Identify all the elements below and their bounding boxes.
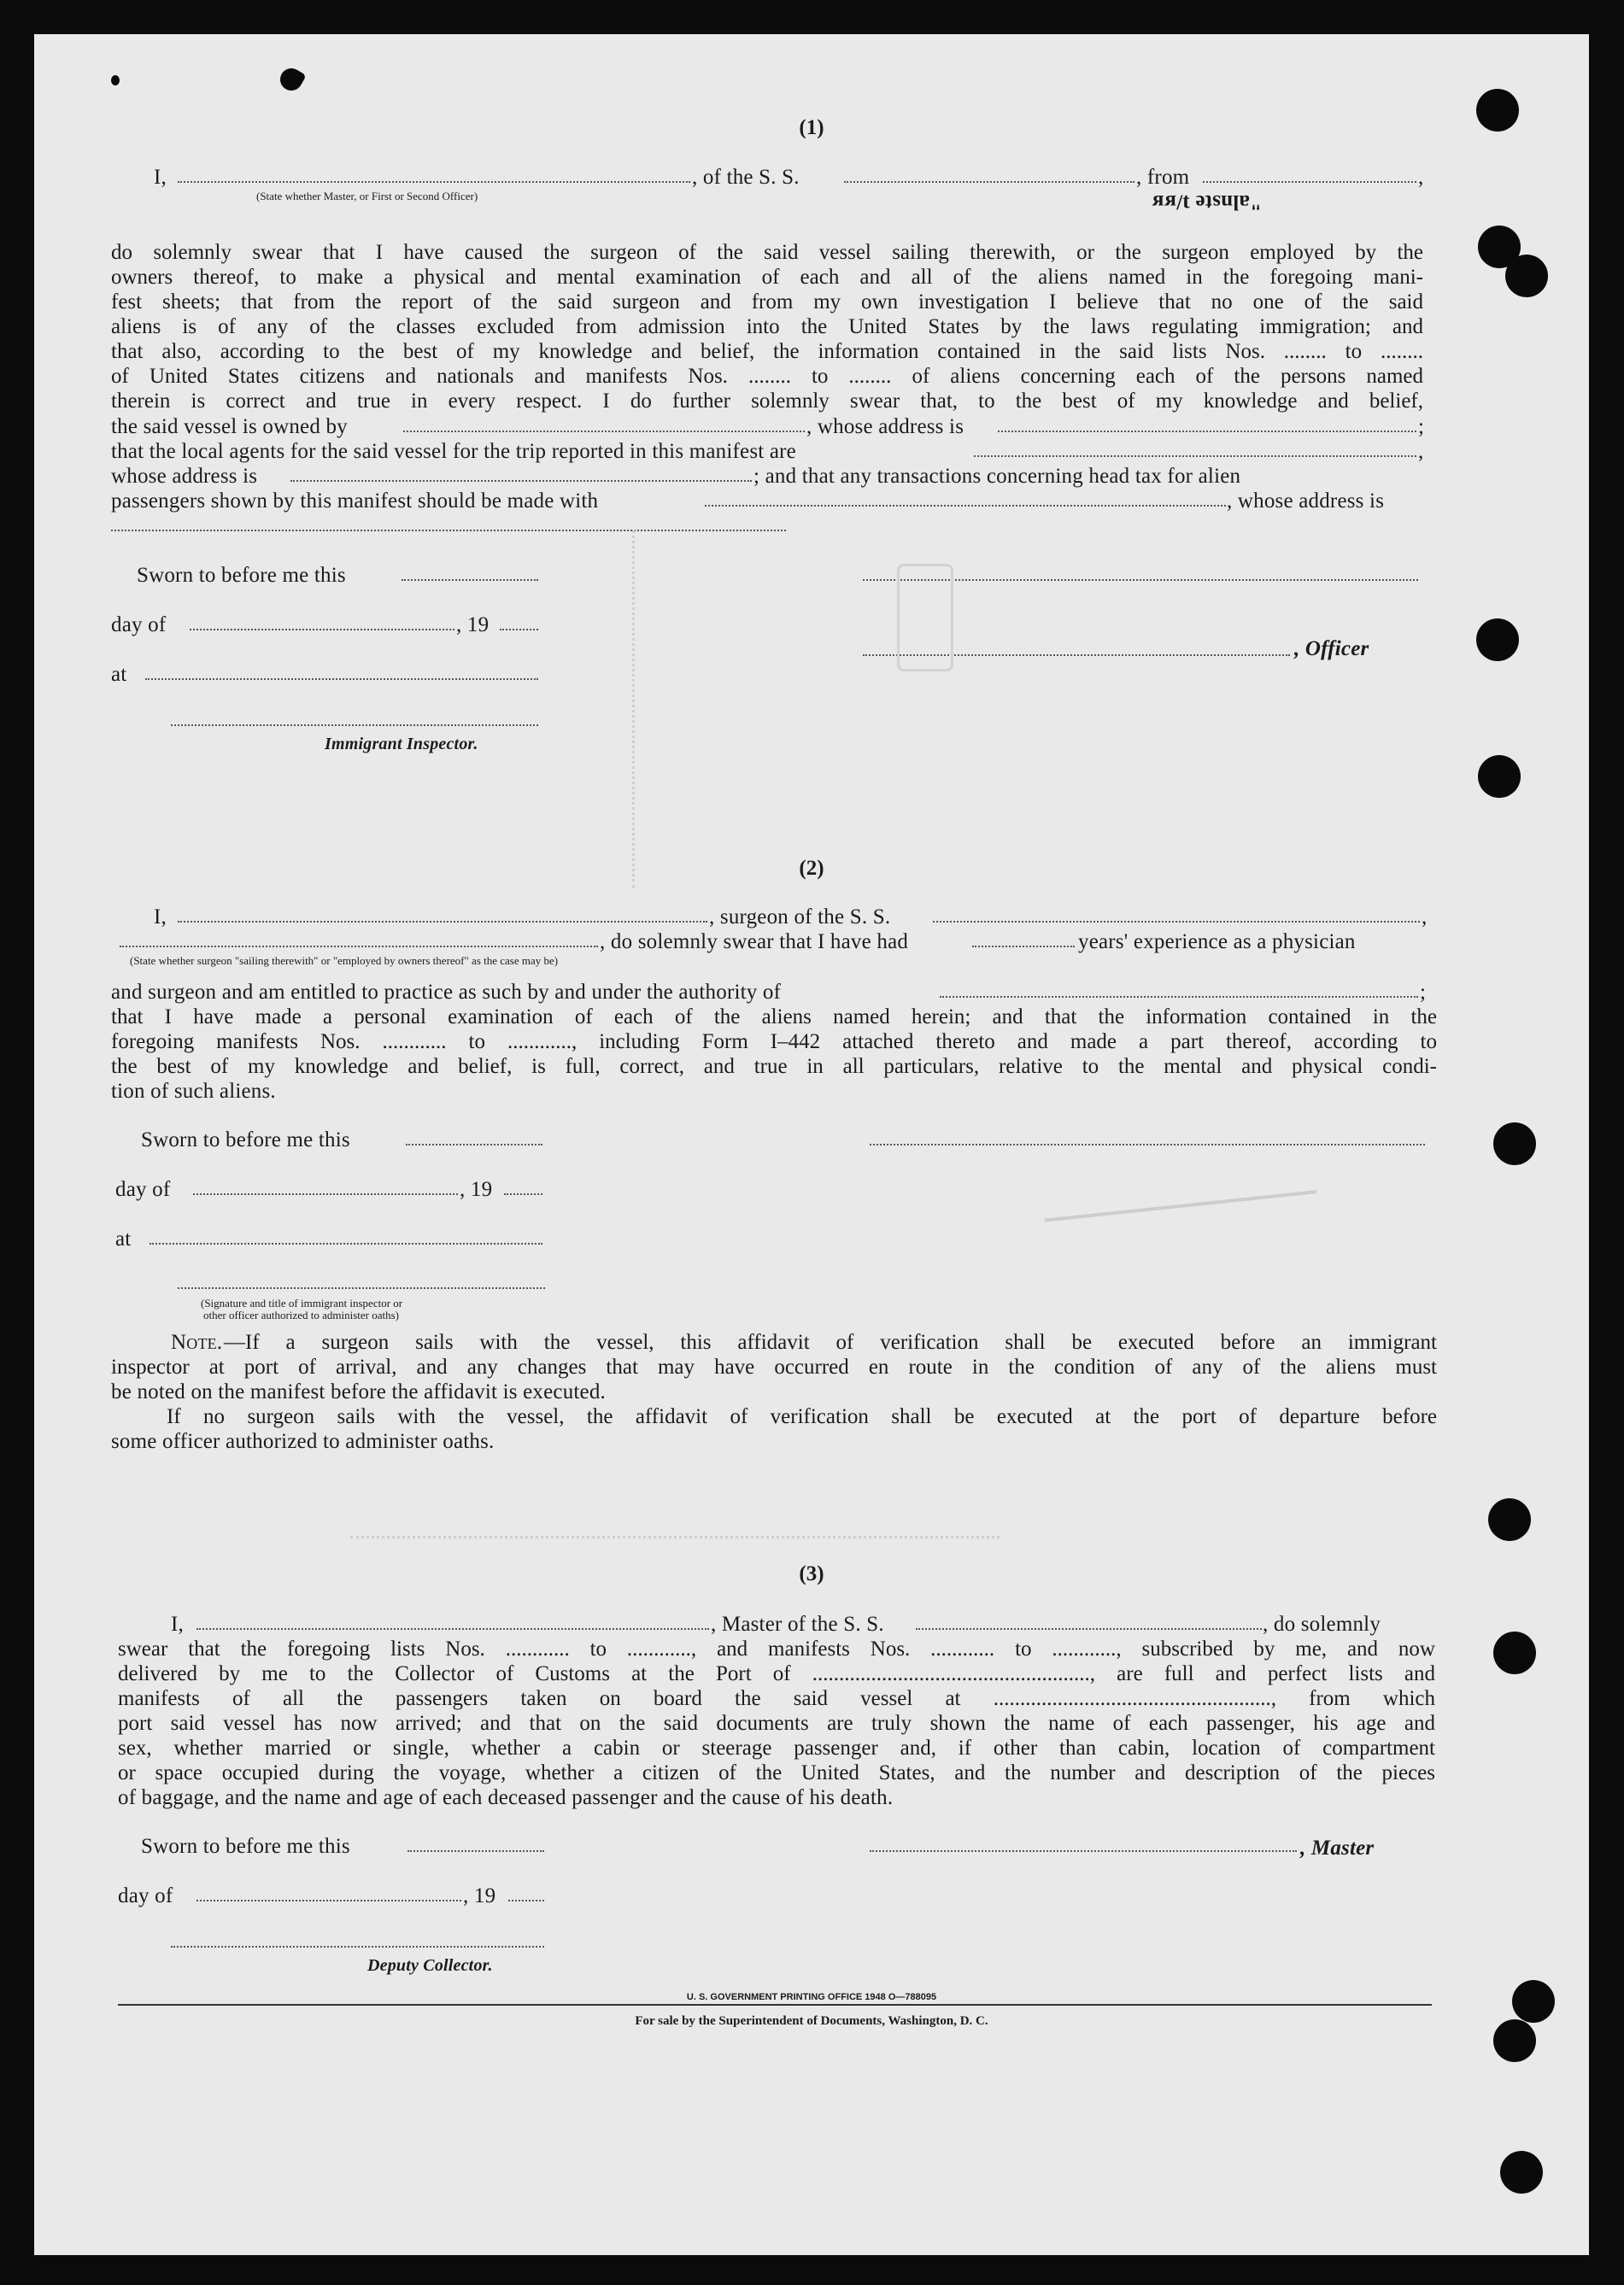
s2-years-field[interactable] <box>972 946 1075 947</box>
s3-ship-name-field[interactable] <box>916 1628 1262 1630</box>
s2-line2-text: , do solemnly swear that I have had <box>600 930 909 953</box>
s2para-line: that I have made a personal examination of each of the aliens named herein; and that the information contained in the <box>111 1005 1437 1028</box>
s1-whose-label: whose address is <box>111 465 258 488</box>
punch-hole <box>1488 1498 1531 1541</box>
s1-line1-from: , from <box>1136 166 1190 189</box>
punch-hole <box>1493 1632 1536 1674</box>
s2-note-line-1: —If a surgeon sails with the vessel, this affidavit of verification shall be executed before an immigrant <box>224 1331 1437 1354</box>
s3para-line: sex, whether married or single, whether a cabin or steerage passenger and, if other than cabin, location of compartment <box>118 1737 1435 1760</box>
bleed-through-mark <box>350 1536 1000 1538</box>
s2-authority-semicolon: ; <box>1420 981 1427 1004</box>
footer-rule <box>118 2004 1432 2006</box>
s1para-line: of United States citizens and nationals and manifests Nos. ........ to ........ of aliens concerning each of the persons named <box>111 365 1423 388</box>
s2-authority-field[interactable] <box>940 996 1418 998</box>
s3-line1-i: I, <box>171 1613 184 1636</box>
s2-surgeon-note: (State whether surgeon "sailing therewith" or "employed by owners thereof" as the case may be) <box>130 954 559 967</box>
s3-master-label: , Master <box>1300 1837 1375 1860</box>
s2-line1-comma: , <box>1422 905 1428 929</box>
bleed-through-mark <box>897 564 953 671</box>
s3-sworn-label: Sworn to before me this <box>141 1835 350 1858</box>
s1-officer-label: , Officer <box>1294 637 1369 660</box>
section-2-heading: (2) <box>799 857 824 880</box>
s1-whose-address-label: , whose address is <box>1227 489 1385 513</box>
punch-hole <box>1505 255 1548 297</box>
s1-sworn-field[interactable] <box>402 579 538 581</box>
s2-ship-name-field[interactable] <box>933 921 1420 923</box>
s2-signature-note-2: other officer authorized to administer oaths) <box>203 1309 399 1321</box>
s1-sworn-label: Sworn to before me this <box>137 564 346 587</box>
s2-note-label: Note. <box>171 1331 223 1354</box>
s1-line1-i: I, <box>154 166 167 189</box>
s3para-line: or space occupied during the voyage, whether a citizen of the United States, and the number and description of the pieces <box>118 1761 1435 1784</box>
s1-owner-field[interactable] <box>403 431 805 432</box>
s2-authority-label: and surgeon and am entitled to practice as such by and under the authority of <box>111 981 782 1004</box>
s3-sworn-field[interactable] <box>407 1850 544 1852</box>
form-page <box>34 34 1589 2255</box>
s1-headtax-text: ; and that any transactions concerning head tax for alien <box>753 465 1241 488</box>
punch-hole <box>1493 1122 1536 1165</box>
s1-line1-comma: , <box>1418 166 1424 189</box>
s2-day-field[interactable] <box>193 1193 458 1195</box>
s3para-line: port said vessel has now arrived; and that on the said documents are truly shown the name of each passenger, his age and <box>118 1712 1435 1735</box>
s2-note-line-2: inspector at port of arrival, and any changes that may have occurred en route in the condition of any of the aliens must <box>111 1356 1437 1379</box>
s2-at-field[interactable] <box>150 1243 542 1245</box>
s1para-line: therein is correct and true in every respect. I do further solemnly swear that, to the best of my knowledge and belief, <box>111 390 1423 413</box>
s1-year-label: , 19 <box>456 613 490 636</box>
punch-hole <box>1478 755 1521 798</box>
s1-line1-ship: , of the S. S. <box>692 166 800 189</box>
punch-hole <box>1500 2151 1543 2194</box>
s1para-line: fest sheets; that from the report of the said surgeon and from my own investigation I believe that no one of the said <box>111 290 1423 313</box>
punch-hole <box>1493 2019 1536 2062</box>
s2para-line: the best of my knowledge and belief, is full, correct, and true in all particulars, relative to the mental and physical condi- <box>111 1055 1437 1078</box>
s3para-line: delivered by me to the Collector of Customs at the Port of ...................................................., are full and perfect lists and <box>118 1662 1435 1685</box>
punch-hole <box>1512 1980 1555 2023</box>
s1para-line: do solemnly swear that I have caused the surgeon of the said vessel sailing therewith, or the surgeon employed by the <box>111 241 1423 264</box>
s1para-line: aliens is of any of the classes excluded from admission into the United States by the laws regulating immigration; and <box>111 315 1423 338</box>
s1-agents-address-field[interactable] <box>290 480 752 482</box>
s2-inspector-signature-field[interactable] <box>178 1287 545 1289</box>
s2-line1-i: I, <box>154 905 167 929</box>
s1-year-field[interactable] <box>500 629 538 630</box>
s2-year-field[interactable] <box>504 1193 542 1195</box>
s2-paragraph-last: tion of such aliens. <box>111 1080 276 1103</box>
s1-agents-field[interactable] <box>974 455 1416 457</box>
s1-passengers-label: passengers shown by this manifest should be made with <box>111 489 599 513</box>
s1-agents-label: that the local agents for the said vessel for the trip reported in this manifest are <box>111 440 796 463</box>
ink-blot <box>111 75 120 85</box>
s2-surgeon-name-field[interactable] <box>178 921 707 923</box>
s2-note2-line-1: If no surgeon sails with the vessel, the affidavit of verification shall be executed at the port of departure before <box>167 1405 1437 1428</box>
s3-collector-signature-field[interactable] <box>171 1946 544 1948</box>
s2-line2-physician: years' experience as a physician <box>1078 930 1356 953</box>
gpo-imprint: U. S. GOVERNMENT PRINTING OFFICE 1948 O—788095 <box>686 1992 937 2002</box>
s2-dayof-label: day of <box>115 1178 171 1201</box>
s1-at-field[interactable] <box>145 678 538 680</box>
s1-inspector-label: Immigrant Inspector. <box>325 735 478 753</box>
s3-line1-ship: , Master of the S. S. <box>711 1613 884 1636</box>
s1-owner-semicolon: ; <box>1418 415 1425 438</box>
bleed-through-mark <box>632 530 737 888</box>
s3-dayof-label: day of <box>118 1884 173 1907</box>
s1-at-label: at <box>111 663 127 686</box>
s3-line1-solemnly: , do solemnly <box>1263 1613 1381 1636</box>
s2-surgeon-status-field[interactable] <box>120 946 598 947</box>
s1-officer-rank-field[interactable] <box>178 181 690 183</box>
s1-owner-address-field[interactable] <box>998 431 1416 432</box>
s1-ship-name-field[interactable] <box>844 181 1134 183</box>
s1-dayof-label: day of <box>111 613 167 636</box>
s2-at-label: at <box>115 1227 132 1251</box>
s3-master-signature-field[interactable] <box>870 1850 1297 1852</box>
s3-day-field[interactable] <box>196 1900 461 1901</box>
s3-paragraph-last: of baggage, and the name and age of each deceased passenger and the cause of his death. <box>118 1786 894 1809</box>
s2-signature-note-1: (Signature and title of immigrant inspector or <box>201 1297 403 1309</box>
s1-headtax-party-field[interactable] <box>705 505 1226 507</box>
s3-collector-label: Deputy Collector. <box>367 1956 493 1975</box>
s1-agents-comma: , <box>1418 440 1424 463</box>
s3para-line: manifests of all the passengers taken on board the said vessel at ...................................................., from which <box>118 1687 1435 1710</box>
s2-line1-ship: , surgeon of the S. S. <box>709 905 891 929</box>
s1-rubber-stamp: "alnste ʇ/ʁʁ <box>1152 190 1263 214</box>
s1-officer-note: (State whether Master, or First or Second Officer) <box>256 190 478 202</box>
s1para-line: owners thereof, to make a physical and mental examination of each and all of the aliens named in the foregoing mani- <box>111 266 1423 289</box>
s1-inspector-signature-field[interactable] <box>171 724 538 726</box>
section-3-heading: (3) <box>799 1562 824 1585</box>
s2-sworn-label: Sworn to before me this <box>141 1128 350 1151</box>
punch-hole <box>1476 618 1519 661</box>
s1-from-port-field[interactable] <box>1203 181 1416 183</box>
s1-owned-label: the said vessel is owned by <box>111 415 348 438</box>
s1para-line: that also, according to the best of my knowledge and belief, the information contained in the said lists Nos. ........ to ........ <box>111 340 1423 363</box>
bleed-through-scribble <box>1041 1156 1317 1222</box>
s2-surgeon-signature-field[interactable] <box>870 1144 1425 1145</box>
s3-year-field[interactable] <box>508 1900 544 1901</box>
sale-imprint: For sale by the Superintendent of Documents, Washington, D. C. <box>635 2014 988 2028</box>
s3-year-label: , 19 <box>463 1884 496 1907</box>
s3para-line: swear that the foregoing lists Nos. ............ to ............, and manifests Nos. ............ to ............, subscribed by me, and now <box>118 1638 1435 1661</box>
s2para-line: foregoing manifests Nos. ............ to ............, including Form I–442 attached thereto and made a part thereof, according to <box>111 1030 1437 1053</box>
s2-sworn-field[interactable] <box>406 1144 542 1145</box>
punch-hole <box>1476 89 1519 132</box>
s3-master-name-field[interactable] <box>196 1628 709 1630</box>
s1-day-field[interactable] <box>190 629 454 630</box>
s2-year-label: , 19 <box>460 1178 493 1201</box>
s2-note-line-3: be noted on the manifest before the affidavit is executed. <box>111 1380 606 1403</box>
s1-owner-address-label: , whose address is <box>806 415 964 438</box>
section-1-heading: (1) <box>799 116 824 139</box>
s2-note2-line-2: some officer authorized to administer oaths. <box>111 1430 495 1453</box>
